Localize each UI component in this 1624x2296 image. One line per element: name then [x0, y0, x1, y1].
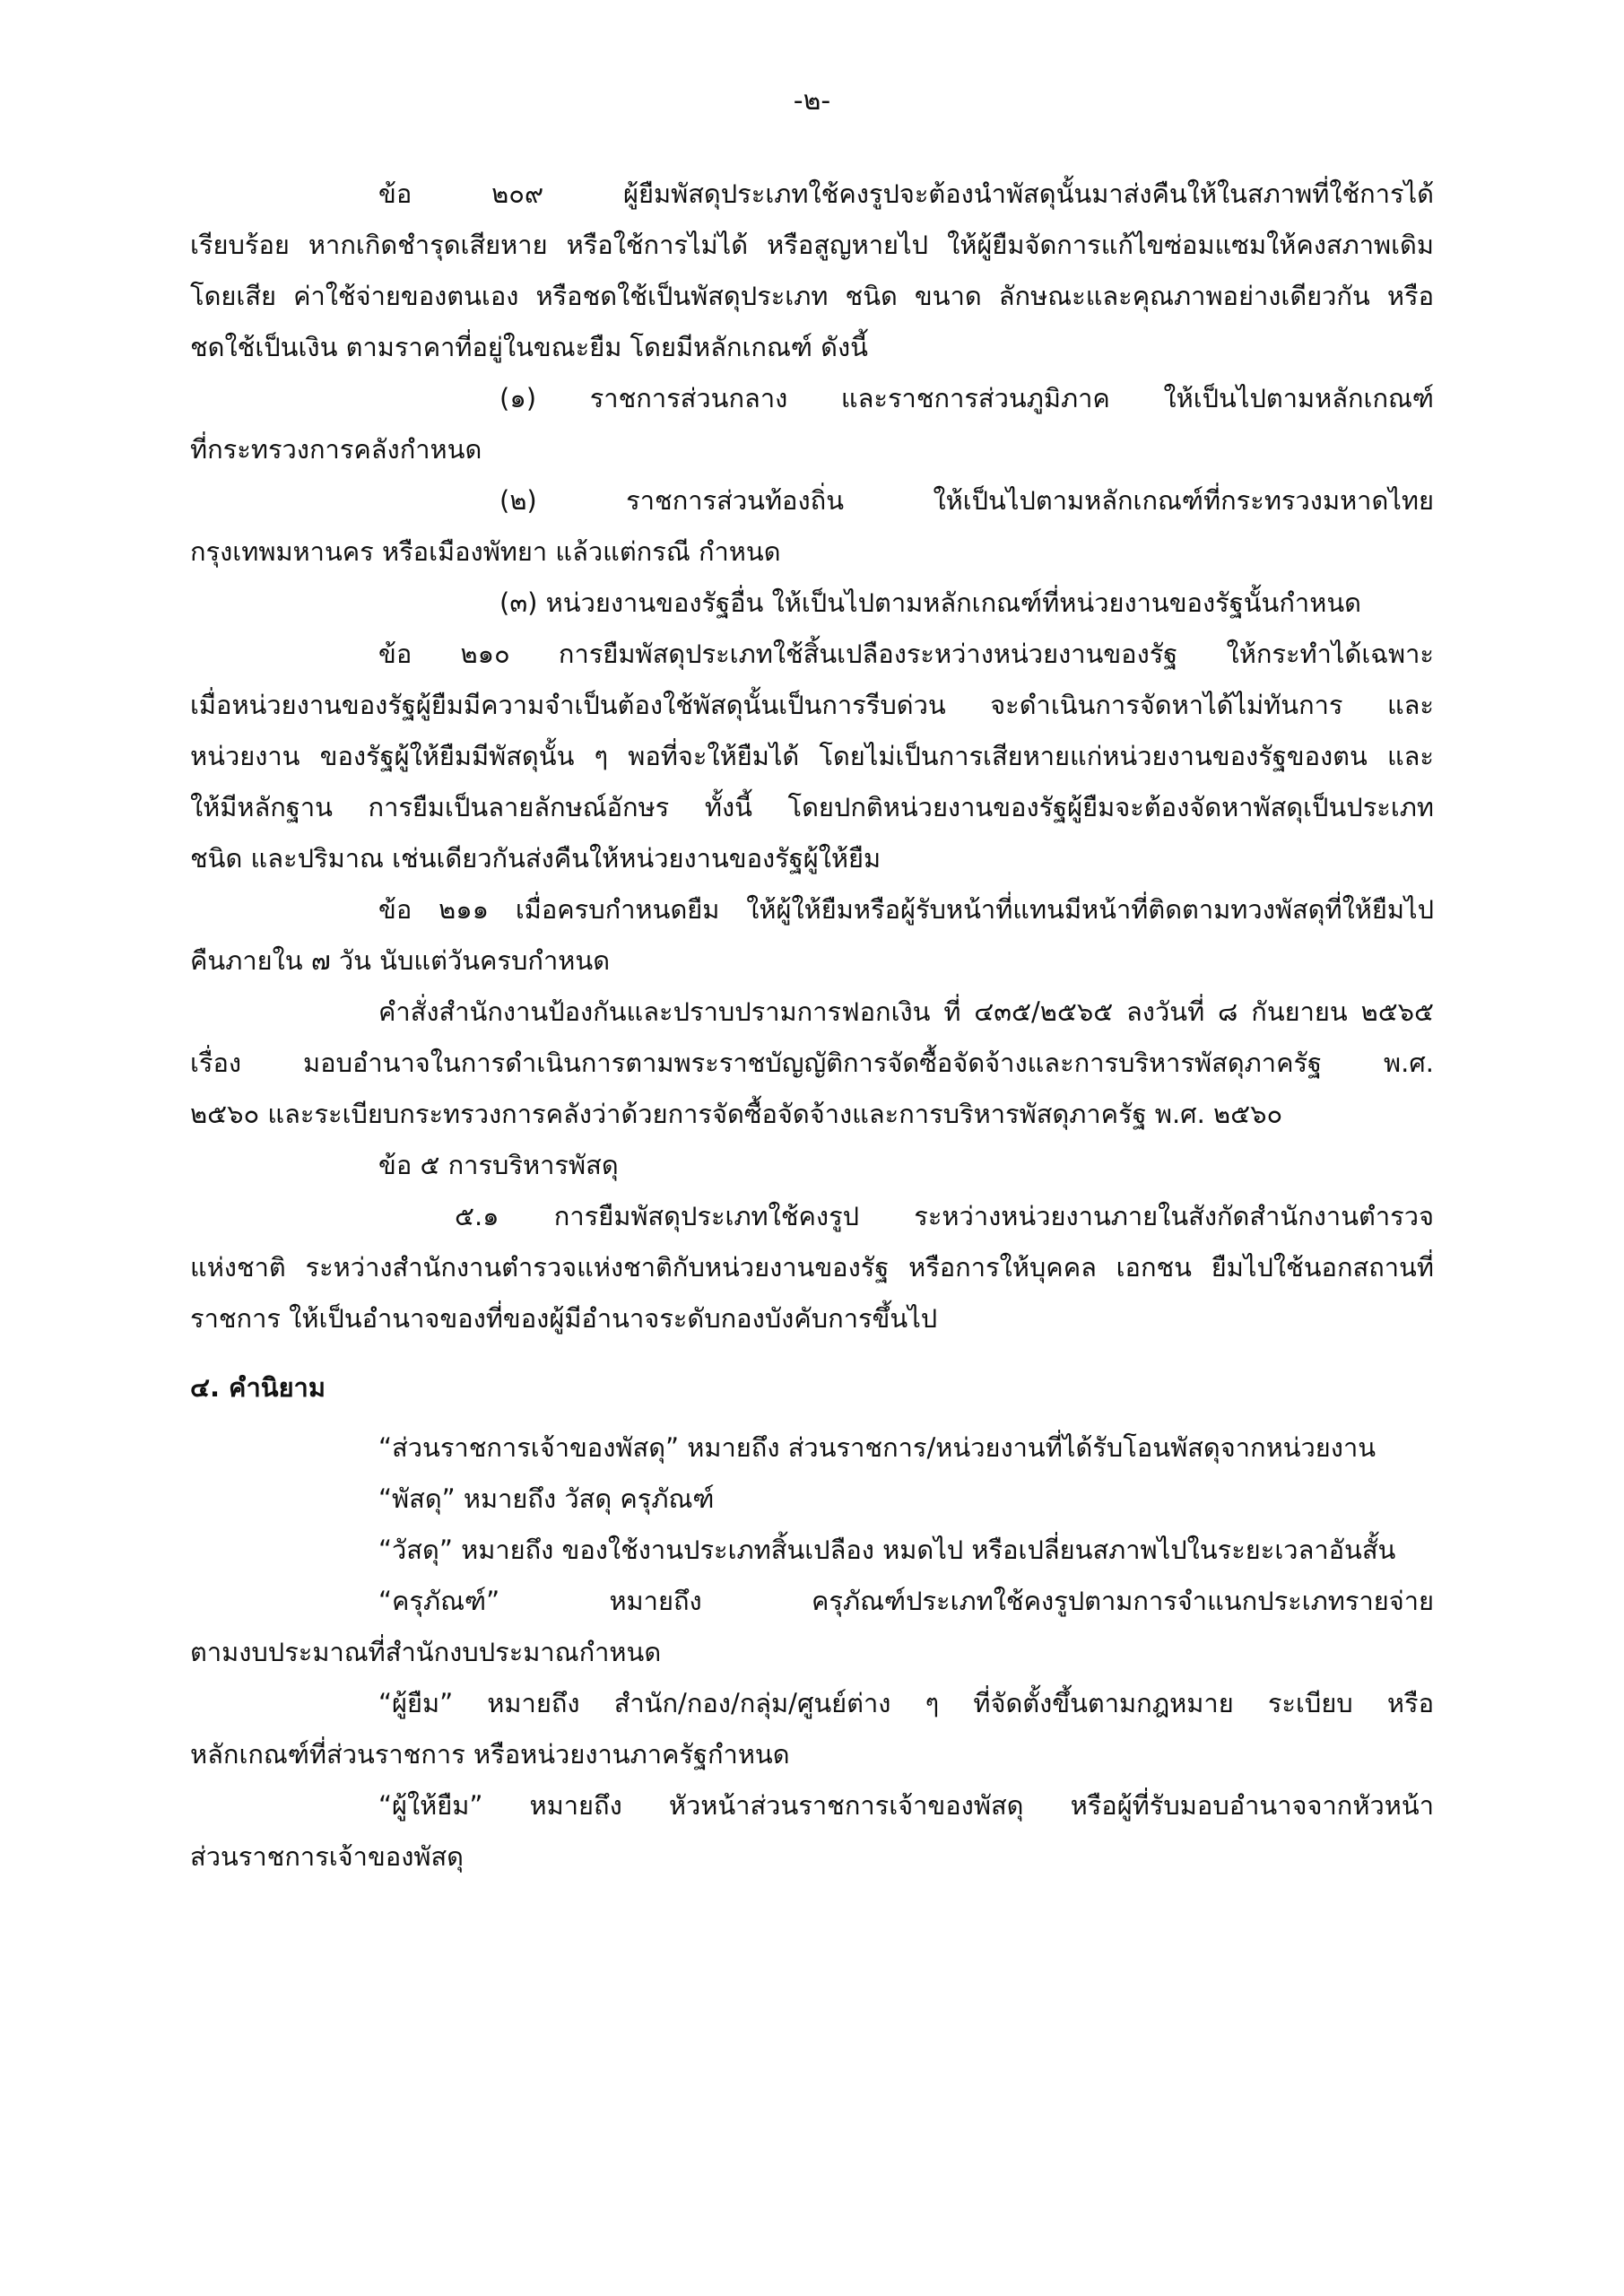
paragraph-line: ให้มีหลักฐาน การยืมเป็นลายลักษณ์อักษร ทั้งนี้ โดยปกติหน่วยงานของรัฐผู้ยืมจะต้องจัดหาพัสดุเป็นประเภท — [190, 792, 1434, 822]
paragraph-line: เมื่อหน่วยงานของรัฐผู้ยืมมีความจำเป็นต้องใช้พัสดุนั้นเป็นการรีบด่วน จะดำเนินการจัดหาได้ไม่ทันการ และ — [190, 690, 1434, 720]
definitions — [190, 1422, 1434, 1883]
clause-209 — [190, 169, 1434, 373]
definition-continuation: ส่วนราชการเจ้าของพัสดุ — [190, 1841, 465, 1872]
paragraph-line: ชนิด และปริมาณ เช่นเดียวกันส่งคืนให้หน่วยงานของรัฐผู้ให้ยืม — [190, 843, 881, 874]
paragraph-line: ข้อ ๒๐๙ ผู้ยืมพัสดุประเภทใช้คงรูปจะต้องนำพัสดุนั้นมาส่งคืนให้ในสภาพที่ใช้การได้ — [378, 178, 1434, 209]
definition-item: “พัสดุ” หมายถึง วัสดุ ครุภัณฑ์ — [378, 1483, 715, 1514]
clause-211 — [190, 884, 1434, 987]
clause-5-1 — [190, 1191, 1434, 1344]
paragraph-line: เรียบร้อย หากเกิดชำรุดเสียหาย หรือใช้การไม่ได้ หรือสูญหายไป ให้ผู้ยืมจัดการแก้ไขซ่อมแซมให้คงสภาพเดิม — [190, 230, 1434, 260]
definition-item: “ผู้ให้ยืม” หมายถึง หัวหน้าส่วนราชการเจ้าของพัสดุ หรือผู้ที่รับมอบอำนาจจากหัวหน้า — [378, 1790, 1434, 1821]
paragraph-line: ๒๕๖๐ และระเบียบกระทรวงการคลังว่าด้วยการจัดซื้อจัดจ้างและการบริหารพัสดุภาครัฐ พ.ศ. ๒๕๖๐ — [190, 1099, 1283, 1129]
definition-item: “ส่วนราชการเจ้าของพัสดุ” หมายถึง ส่วนราชการ/หน่วยงานที่ได้รับโอนพัสดุจากหน่วยงาน — [378, 1432, 1376, 1463]
paragraph-line: ๕.๑ การยืมพัสดุประเภทใช้คงรูป ระหว่างหน่วยงานภายในสังกัดสำนักงานตำรวจ — [455, 1201, 1434, 1231]
paragraph-line: ชดใช้เป็นเงิน ตามราคาที่อยู่ในขณะยืม โดยมีหลักเกณฑ์ ดังนี้ — [190, 332, 868, 362]
definition-continuation: หลักเกณฑ์ที่ส่วนราชการ หรือหน่วยงานภาครัฐกำหนด — [190, 1739, 790, 1770]
paragraph-line: ราชการ ให้เป็นอำนาจของที่ของผู้มีอำนาจระดับกองบังคับการขึ้นไป — [190, 1303, 938, 1334]
paragraph-line: เรื่อง มอบอำนาจในการดำเนินการตามพระราชบัญญัติการจัดซื้อจัดจ้างและการบริหารพัสดุภาครัฐ พ.ศ. — [190, 1048, 1434, 1078]
definition-item: “ผู้ยืม” หมายถึง สำนัก/กอง/กลุ่ม/ศูนย์ต่าง ๆ ที่จัดตั้งขึ้นตามกฎหมาย ระเบียบ หรือ — [378, 1688, 1434, 1718]
section-heading: ๔. คำนิยาม — [190, 1372, 326, 1403]
clause-209-items — [190, 373, 1434, 629]
clause-210 — [190, 629, 1434, 884]
definition-continuation: ตามงบประมาณที่สำนักงบประมาณกำหนด — [190, 1637, 662, 1667]
list-item-continuation: ที่กระทรวงการคลังกำหนด — [190, 434, 482, 465]
list-item: (๓) หน่วยงานของรัฐอื่น ให้เป็นไปตามหลักเกณฑ์ที่หน่วยงานของรัฐนั้นกำหนด — [499, 587, 1361, 618]
paragraph-line: ข้อ ๒๑๑ เมื่อครบกำหนดยืม ให้ผู้ให้ยืมหรือผู้รับหน้าที่แทนมีหน้าที่ติดตามทวงพัสดุที่ให้ยืมไป — [378, 894, 1434, 925]
paragraph-line: คืนภายใน ๗ วัน นับแต่วันครบกำหนด — [190, 945, 611, 976]
definition-item: “วัสดุ” หมายถึง ของใช้งานประเภทสิ้นเปลือง หมดไป หรือเปลี่ยนสภาพไปในระยะเวลาอันสั้น — [378, 1535, 1396, 1565]
paragraph-line: โดยเสีย ค่าใช้จ่ายของตนเอง หรือชดใช้เป็นพัสดุประเภท ชนิด ขนาด ลักษณะและคุณภาพอย่างเดียวกัน หรือ — [190, 281, 1434, 311]
page-number: -๒- — [793, 85, 831, 117]
clause-5-title: ข้อ ๕ การบริหารพัสดุ — [378, 1150, 619, 1180]
order-reference — [190, 987, 1434, 1140]
definition-item: “ครุภัณฑ์” หมายถึง ครุภัณฑ์ประเภทใช้คงรูปตามการจำแนกประเภทรายจ่าย — [378, 1586, 1434, 1616]
paragraph-line: แห่งชาติ ระหว่างสำนักงานตำรวจแห่งชาติกับหน่วยงานของรัฐ หรือการให้บุคคล เอกชน ยืมไปใช้นอกสถานที่ — [190, 1252, 1434, 1283]
list-item: (๑) ราชการส่วนกลาง และราชการส่วนภูมิภาค ให้เป็นไปตามหลักเกณฑ์ — [499, 383, 1434, 413]
list-item: (๒) ราชการส่วนท้องถิ่น ให้เป็นไปตามหลักเกณฑ์ที่กระทรวงมหาดไทย — [499, 485, 1434, 516]
list-item-continuation: กรุงเทพมหานคร หรือเมืองพัทยา แล้วแต่กรณี กำหนด — [190, 536, 781, 567]
paragraph-line: ข้อ ๒๑๐ การยืมพัสดุประเภทใช้สิ้นเปลืองระหว่างหน่วยงานของรัฐ ให้กระทำได้เฉพาะ — [378, 639, 1434, 669]
paragraph-line: คำสั่งสำนักงานป้องกันและปราบปรามการฟอกเงิน ที่ ๔๓๕/๒๕๖๕ ลงวันที่ ๘ กันยายน ๒๕๖๕ — [378, 996, 1434, 1027]
paragraph-line: หน่วยงาน ของรัฐผู้ให้ยืมมีพัสดุนั้น ๆ พอที่จะให้ยืมได้ โดยไม่เป็นการเสียหายแก่หน่วยงานของรัฐของตน และ — [190, 741, 1434, 771]
